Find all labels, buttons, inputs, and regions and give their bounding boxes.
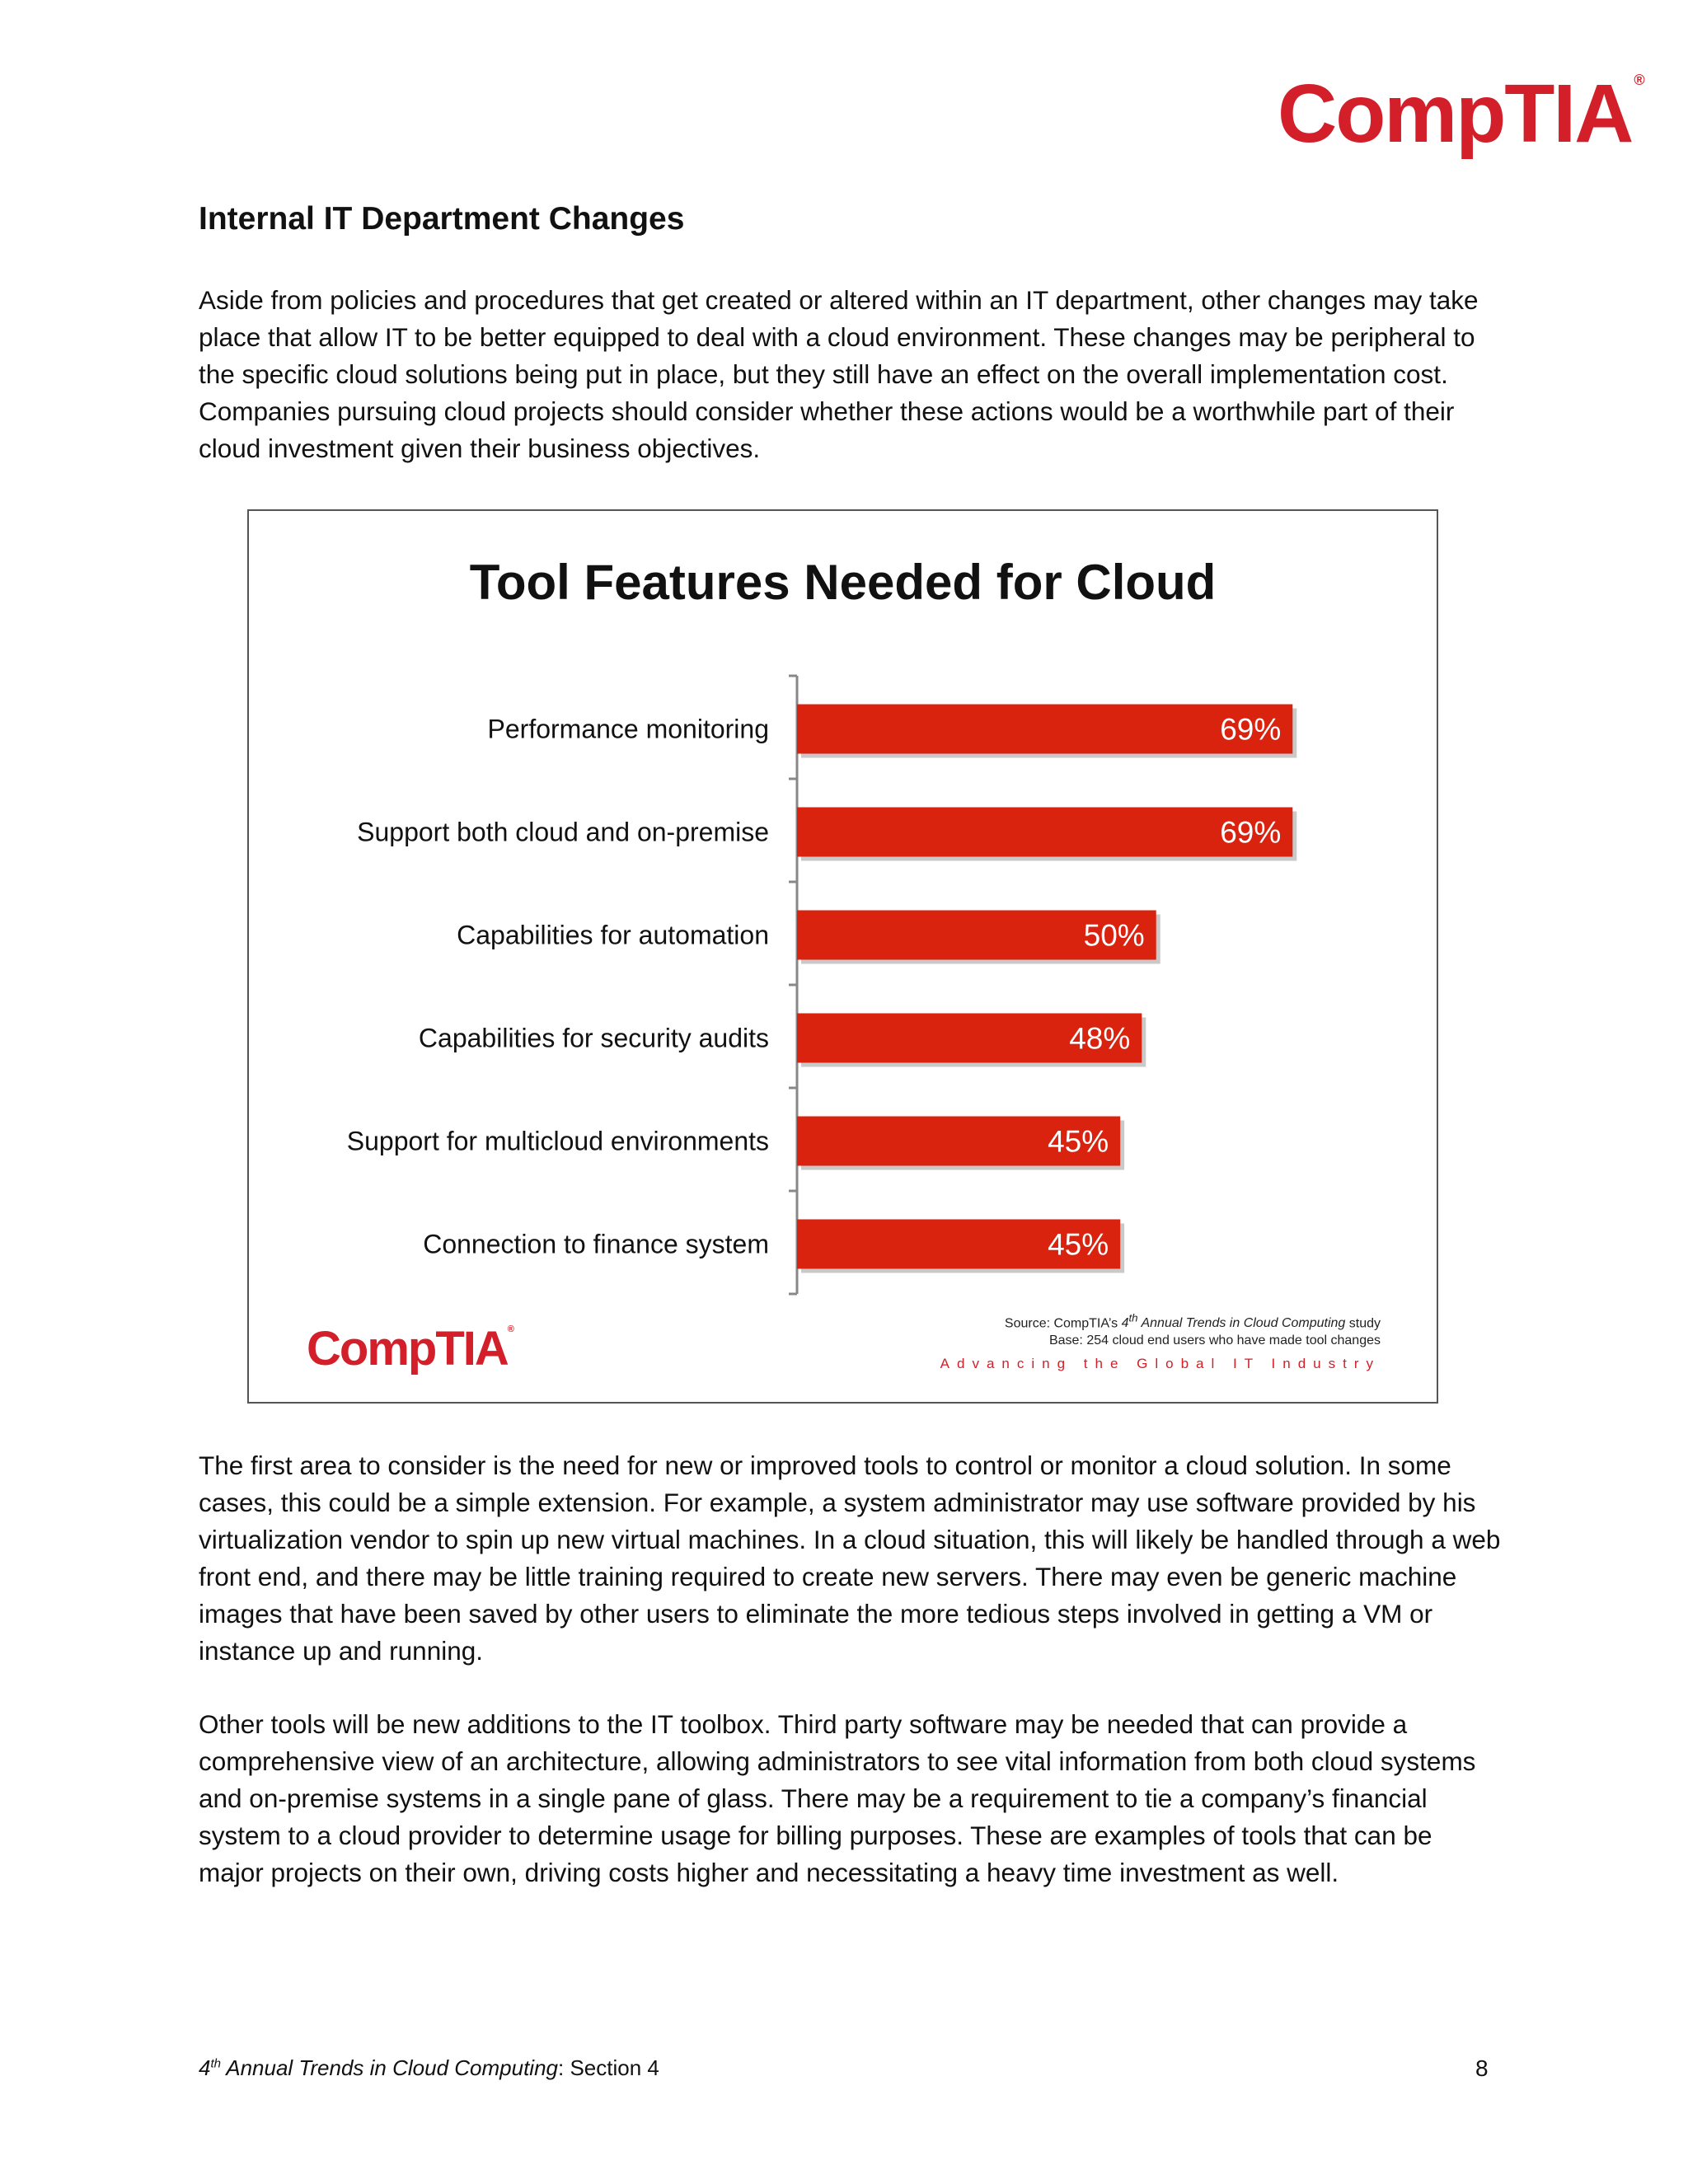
bar-value-label: 50% [1083,918,1145,953]
logo-registered: ® [1634,72,1643,88]
source-ord: 4 [1121,1316,1129,1331]
source-study: Annual Trends in Cloud Computing [1141,1316,1346,1331]
category-label: Capabilities for security audits [418,1023,769,1053]
bar-value-label: 69% [1220,712,1282,747]
source-suffix: study [1345,1316,1381,1331]
bar-chart [249,511,1437,1402]
chart-panel [247,509,1438,1404]
chart-base: Base: 254 cloud end users who have made tool changes [1048,1333,1381,1347]
chart-logo-registered: ® [507,1324,513,1334]
source-prefix: Source: CompTIA’s [1004,1316,1122,1331]
source-ord-sup: th [1128,1312,1138,1324]
category-label: Support both cloud and on-premise [357,817,769,847]
bar-value-label: 45% [1048,1227,1109,1262]
bar-value-label: 69% [1220,815,1282,850]
category-label: Connection to finance system [423,1229,769,1259]
category-label: Performance monitoring [487,714,769,744]
footer-ord-sup: th [210,2056,221,2071]
footer-ord: 4 [199,2055,211,2080]
bar-value-label: 45% [1048,1124,1109,1159]
paragraph-intro: Aside from policies and procedures that get created or altered within an IT department, other changes may take place that allow IT to be better equipped to deal with a cloud environment. These changes may be peripheral to the specific cloud solutions being put in place, but they still have an effect on the overall implementation cost. Companies pursuing cloud projects should consider whether these actions would be a worthwhile part of their cloud investment given their business objectives. [199,285,1479,463]
chart-title: Tool Features Needed for Cloud [469,555,1217,610]
footer-title [199,2055,659,2081]
page-number: 8 [1475,2055,1489,2081]
comptia-chart-logo [307,1322,513,1376]
logo-brand: CompTIA [1278,68,1633,160]
footer-section: : Section 4 [558,2055,659,2080]
chart-source [1005,1313,1381,1330]
category-label: Support for multicloud environments [346,1126,769,1156]
section-heading: Internal IT Department Changes [199,201,685,237]
paragraph-tools-first: The first area to consider is the need for new or improved tools to control or monitor a cloud solution. In some cases, this could be a simple extension. For example, a system administrator may use software provided by his virtualization vendor to spin up new virtual machines. In a cloud situation, this will likely be handled through a web front end, and there may be little training required to create new servers. There may even be generic machine images that have been saved by other users to eliminate the more tedious steps involved in getting a VM or instance up and running. [199,1451,1501,1666]
paragraph-tools-other: Other tools will be new additions to the IT toolbox. Third party software may be needed that can provide a comprehensive view of an architecture, allowing administrators to see vital information from both cloud systems and on-premise systems in a single pane of glass. There may be a requirement to tie a company’s financial system to a cloud provider to determine usage for billing purposes. These are examples of tools that can be major projects on their own, driving costs higher and necessitating a heavy time investment as well. [199,1709,1476,1887]
comptia-logo [1278,68,1643,160]
chart-tagline: Advancing the Global IT Industry [940,1356,1381,1371]
category-label: Capabilities for automation [457,920,769,950]
bar [797,808,1292,857]
bar [797,705,1292,754]
footer-report-title: Annual Trends in Cloud Computing [220,2055,558,2080]
bar-value-label: 48% [1069,1021,1131,1056]
chart-logo-brand: CompTIA [307,1322,508,1376]
